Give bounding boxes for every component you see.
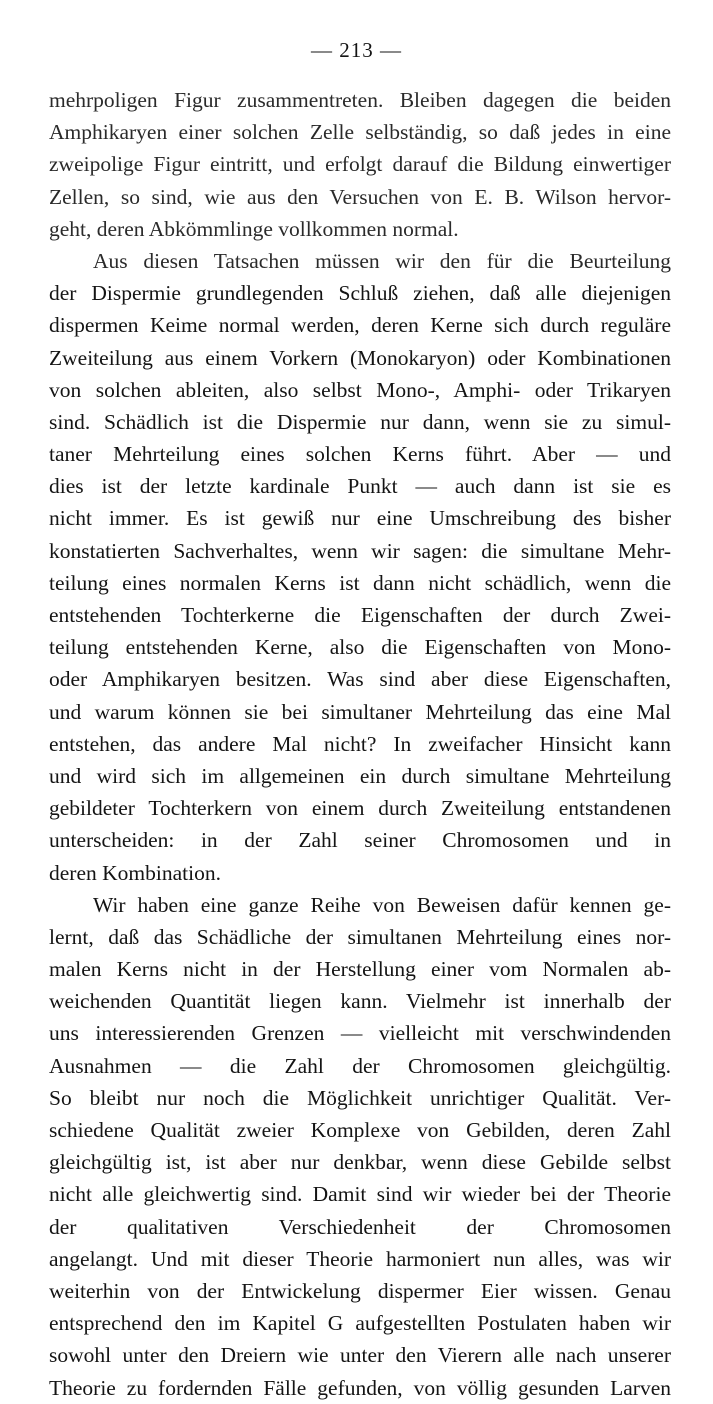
text-line: zweipolige Figur eintritt, und erfolgt darauf die Bildung einwertiger: [49, 152, 671, 177]
text-line: entsprechend den im Kapitel G aufgestellten Postulaten haben wir: [49, 1311, 671, 1336]
text-line: malen Kerns nicht in der Herstellung einer vom Normalen ab-: [49, 957, 671, 982]
text-line: entstehen, das andere Mal nicht? In zweifacher Hinsicht kann: [49, 731, 671, 756]
text-line: Zellen, so sind, wie aus den Versuchen von E. B. Wilson hervor-: [49, 184, 671, 209]
text-line: lernt, daß das Schädliche der simultanen Mehrteilung eines nor-: [49, 924, 671, 949]
text-line: dies ist der letzte kardinale Punkt — auch dann ist sie es: [49, 474, 671, 499]
body-text: [49, 84, 671, 1404]
text-line: konstatierten Sachverhaltes, wenn wir sagen: die simultane Mehr-: [49, 538, 671, 563]
text-line: taner Mehrteilung eines solchen Kerns führt. Aber — und: [49, 442, 671, 467]
text-line: entstehenden Tochterkerne die Eigenschaften der durch Zwei-: [49, 603, 671, 627]
text-line: teilung entstehenden Kerne, also die Eigenschaften von Mono-: [49, 635, 671, 660]
text-line: Amphikaryen einer solchen Zelle selbständig, so daß jedes in eine: [49, 120, 671, 145]
text-line: geht, deren Abkömmlinge vollkommen normal.: [49, 216, 459, 241]
text-line: Theorie zu fordernden Fälle gefunden, von völlig gesunden Larven: [49, 1375, 671, 1400]
text-line: und wird sich im allgemeinen ein durch simultane Mehrteilung: [49, 763, 671, 788]
text-line: gleichgültig ist, ist aber nur denkbar, wenn diese Gebilde selbst: [49, 1150, 671, 1175]
text-line: uns interessierenden Grenzen — vielleicht mit verschwindenden: [49, 1021, 671, 1046]
text-line: So bleibt nur noch die Möglichkeit unrichtiger Qualität. Ver-: [49, 1085, 671, 1110]
text-line: von solchen ableiten, also selbst Mono-, Amphi- oder Trikaryen: [49, 377, 671, 402]
text-line: Ausnahmen — die Zahl der Chromosomen gleichgültig.: [49, 1053, 671, 1078]
text-line: weichenden Quantität liegen kann. Vielmehr ist innerhalb der: [49, 989, 671, 1014]
text-line: teilung eines normalen Kerns ist dann nicht schädlich, wenn die: [49, 570, 671, 595]
text-line: sind. Schädlich ist die Dispermie nur dann, wenn sie zu simul-: [49, 409, 671, 434]
text-line: unterscheiden: in der Zahl seiner Chromosomen und in: [49, 828, 671, 853]
text-line: und warum können sie bei simultaner Mehrteilung das eine Mal: [49, 699, 671, 724]
text-line: angelangt. Und mit dieser Theorie harmoniert nun alles, was wir: [49, 1246, 671, 1271]
text-line: nicht immer. Es ist gewiß nur eine Umschreibung des bisher: [49, 506, 671, 531]
page-number: — 213 —: [311, 38, 402, 62]
text-line: sowohl unter den Dreiern wie unter den Vierern alle nach unserer: [49, 1343, 671, 1368]
text-line: der Dispermie grundlegenden Schluß ziehen, daß alle diejenigen: [49, 281, 671, 306]
text-line: schiedene Qualität zweier Komplexe von Gebilden, deren Zahl: [49, 1118, 671, 1142]
text-line: Wir haben eine ganze Reihe von Beweisen dafür kennen ge-: [93, 892, 671, 917]
text-line: Zweiteilung aus einem Vorkern (Monokaryon) oder Kombinationen: [49, 345, 671, 370]
text-line: dispermen Keime normal werden, deren Kerne sich durch reguläre: [49, 313, 671, 338]
text-line: weiterhin von der Entwickelung dispermer Eier wissen. Genau: [49, 1278, 671, 1303]
text-line: Aus diesen Tatsachen müssen wir den für die Beurteilung: [93, 248, 671, 273]
text-line: der qualitativen Verschiedenheit der Chromosomen: [49, 1214, 671, 1239]
text-line: deren Kombination.: [49, 860, 221, 885]
text-line: gebildeter Tochterkern von einem durch Zweiteilung entstandenen: [49, 796, 671, 821]
text-line: mehrpoligen Figur zusammentreten. Bleiben dagegen die beiden: [49, 88, 671, 112]
text-line: oder Amphikaryen besitzen. Was sind aber diese Eigenschaften,: [49, 667, 671, 692]
text-line: nicht alle gleichwertig sind. Damit sind wir wieder bei der Theorie: [49, 1182, 671, 1207]
